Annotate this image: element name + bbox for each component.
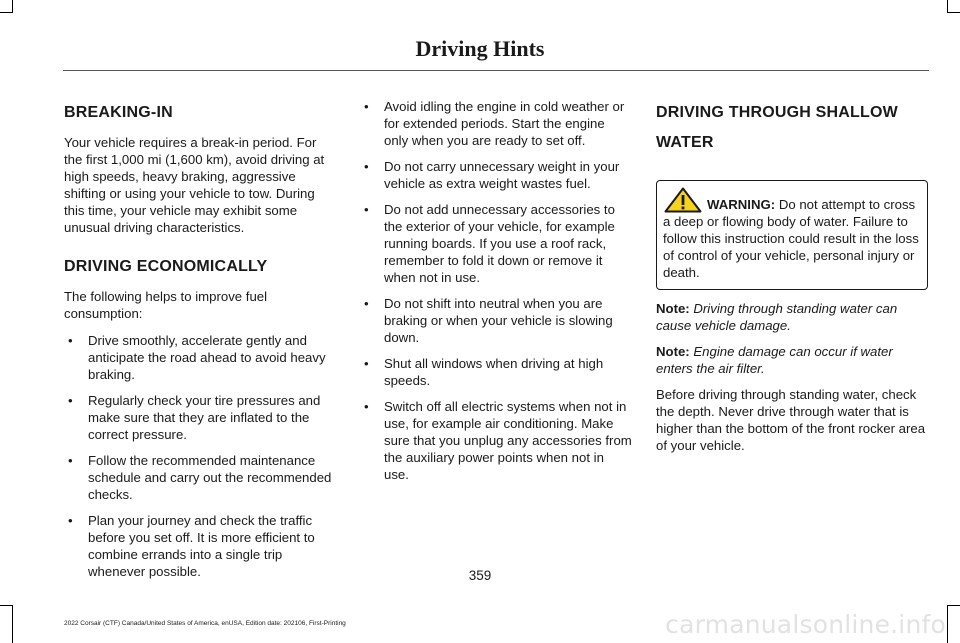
- economy-tips-list: [64, 332, 336, 580]
- bullet-glyph: •: [364, 296, 369, 311]
- bullet-glyph: •: [364, 356, 369, 371]
- header-divider: [63, 70, 929, 71]
- warning-label: WARNING:: [707, 197, 776, 212]
- economy-tips-list-continued: [360, 98, 632, 483]
- bullet-glyph: •: [364, 159, 369, 174]
- note-engine-damage: Note: Engine damage can occur if water enters the air filter.: [656, 344, 893, 376]
- driving-economically-heading: DRIVING ECONOMICALLY: [64, 258, 268, 275]
- bullet-glyph: •: [364, 202, 369, 217]
- page-number: 359: [468, 568, 492, 583]
- shallow-water-heading-line1: DRIVING THROUGH SHALLOW: [656, 104, 898, 121]
- crop-mark-bottom-left-v: [12, 606, 13, 643]
- crop-mark-top-right-h: [947, 12, 960, 13]
- warning-triangle-icon: [663, 187, 703, 213]
- breaking-in-heading: BREAKING-IN: [64, 104, 173, 121]
- list-item: • Follow the recommended maintenance schedule and carry out the recommended checks.: [68, 453, 332, 502]
- shallow-water-paragraph: Before driving through standing water, check the depth. Never drive through water that is higher than the bottom of the front rocker area of your vehicle.: [656, 387, 926, 453]
- list-item: • Do not shift into neutral when you are braking or when your vehicle is slowing down.: [364, 296, 613, 345]
- list-item: • Avoid idling the engine in cold weather or for extended periods. Start the engine only when you are ready to set off.: [364, 99, 625, 148]
- list-item: • Switch off all electric systems when not in use, for example air conditioning. Make sure that you unplug any accessories from the auxiliary power points when not in use.: [364, 399, 632, 482]
- bullet-glyph: •: [364, 99, 369, 114]
- list-item: • Plan your journey and check the traffic before you set off. It is more efficient to combine errands into a single trip whenever possible.: [68, 513, 315, 579]
- breaking-in-paragraph: Your vehicle requires a break-in period. For the first 1,000 mi (1,600 km), avoid driving at high speeds, heavy braking, aggressive shifting or using your vehicle to tow. During this time, your vehicle may exhibit some unusual driving characteristics.: [64, 135, 325, 235]
- crop-mark-bottom-right-h: [947, 605, 960, 606]
- shallow-water-heading-line2: WATER: [656, 134, 714, 151]
- bullet-glyph: •: [364, 399, 369, 414]
- list-item: • Regularly check your tire pressures and make sure that they are inflated to the correct pressure.: [68, 393, 321, 442]
- crop-mark-bottom-left-h: [0, 605, 13, 606]
- list-item: • Drive smoothly, accelerate gently and anticipate the road ahead to avoid heavy braking.: [68, 333, 326, 382]
- footer-edition-info: 2022 Corsair (CTF) Canada/United States of America, enUSA, Edition date: 202106, First-Printing: [64, 620, 346, 627]
- list-item: • Do not add unnecessary accessories to the exterior of your vehicle, for example running boards. If you use a roof rack, remember to fold it down or remove it when not in use.: [364, 202, 615, 285]
- page-header-title: Driving Hints: [415, 36, 545, 61]
- column-3: [656, 98, 928, 463]
- bullet-glyph: •: [68, 453, 73, 468]
- watermark: carmanualsonline.info: [665, 610, 946, 639]
- warning-box: [656, 180, 928, 290]
- bullet-glyph: •: [68, 393, 73, 408]
- column-2: [360, 98, 632, 492]
- shallow-water-heading: [656, 98, 928, 158]
- bullet-glyph: •: [68, 513, 73, 528]
- warning-text: Do not attempt to cross a deep or flowing body of water. Failure to follow this instruction could result in the loss of control of your vehicle, personal injury or death.: [663, 197, 919, 280]
- crop-mark-top-left-h: [0, 12, 13, 13]
- note-vehicle-damage: Note: Driving through standing water can cause vehicle damage.: [656, 301, 898, 333]
- list-item: • Do not carry unnecessary weight in your vehicle as extra weight wastes fuel.: [364, 159, 620, 191]
- bullet-glyph: •: [68, 333, 73, 348]
- column-1: [64, 98, 336, 589]
- crop-mark-bottom-right-v: [947, 606, 948, 643]
- list-item: • Shut all windows when driving at high speeds.: [364, 356, 604, 388]
- economy-intro: The following helps to improve fuel consumption:: [64, 289, 268, 321]
